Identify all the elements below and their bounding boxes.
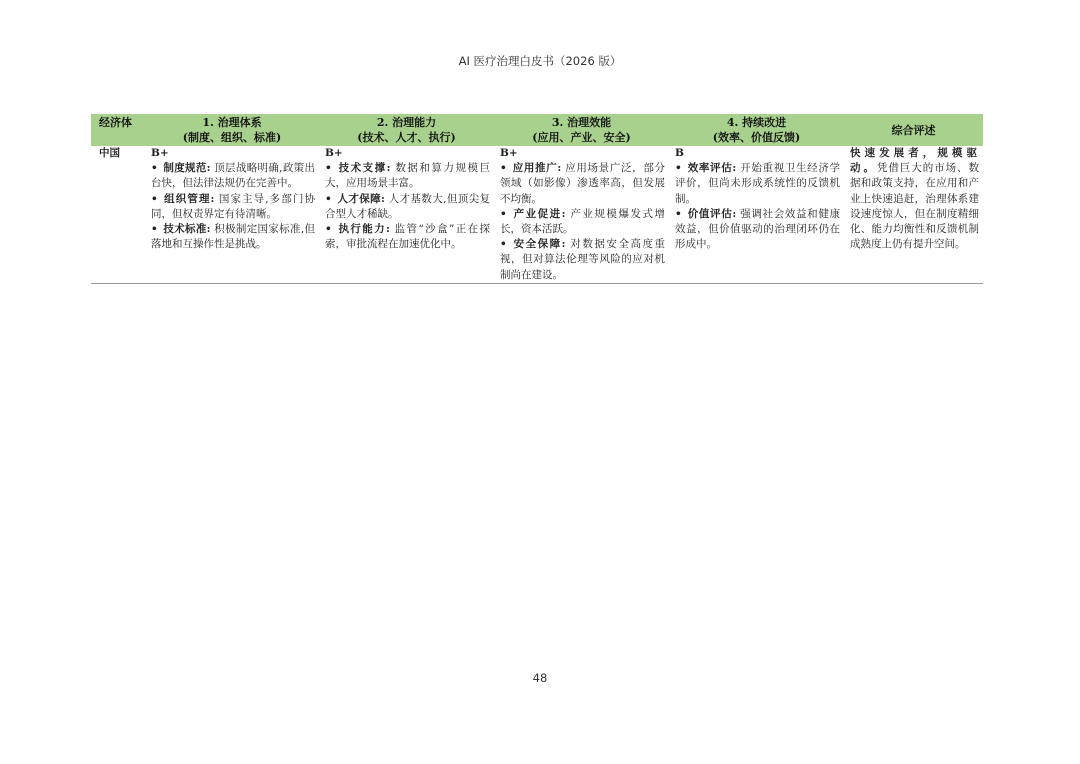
header-continuous-improvement-title: 4. 持续改进 [726,116,787,129]
list-item [325,161,490,191]
list-governance-system [151,161,315,252]
list-item [500,207,665,237]
cell-governance-capability [319,146,494,283]
summary-text: 凭借巨大的市场、数据和政策支持，在应用和产业上快速追赶，治理体系建设速度惊人，但在制度精细化、能力均衡性和反馈机制成熟度上仍有提升空间。 [850,162,980,251]
item-text: 积极制定国家标准,但落地和互操作性是挑战。 [151,223,315,251]
header-governance-capability-sub: (技术、人才、执行) [357,131,456,144]
cell-summary [844,146,983,283]
bullet-marker: • [151,223,158,236]
list-governance-effectiveness [500,161,665,283]
item-text: 国家主导,多部门协同，但权责界定有待清晰。 [151,192,315,220]
table-header-row [91,114,983,146]
item-text: 产业规模爆发式增长，资本活跃。 [500,207,665,236]
bullet-marker: • [500,162,507,175]
list-governance-capability [325,161,490,252]
header-governance-system [145,114,319,146]
item-text: 数据和算力规模巨大，应用场景丰富。 [325,162,490,190]
cell-governance-effectiveness [494,146,669,283]
header-governance-effectiveness-sub: (应用、产业、安全) [532,131,631,144]
item-term: 产业促进: [513,207,566,220]
bullet-marker: • [675,207,682,220]
bullet-marker: • [151,162,158,175]
list-item [151,222,315,252]
grade-governance-effectiveness: B+ [500,147,518,159]
bullet-marker: • [675,162,682,175]
page-number: 48 [532,671,548,685]
item-text: 监管“沙盒”正在探索，审批流程在加速优化中。 [325,223,490,251]
list-item [325,192,490,222]
bullet-marker: • [325,223,332,236]
list-continuous-improvement [675,161,840,252]
list-item [500,161,665,207]
item-text: 人才基数大,但顶尖复合型人才稀缺。 [325,192,490,220]
bullet-marker: • [500,238,507,251]
item-term: 效率评估: [687,162,737,175]
list-item [500,237,665,283]
header-continuous-improvement-sub: (效率、价值反馈) [712,131,801,144]
header-governance-capability [319,114,494,146]
grade-continuous-improvement: B [675,147,684,159]
bullet-marker: • [151,192,158,205]
bullet-marker: • [325,162,332,175]
header-summary: 综合评述 [844,114,983,146]
item-term: 安全保障: [513,238,566,251]
cell-continuous-improvement [669,146,844,283]
list-item [325,222,490,252]
page-header-title: AI 医疗治理白皮书（2026 版） [458,54,622,68]
item-term: 应用推广: [512,162,562,175]
bullet-marker: • [500,207,507,220]
header-economy: 经济体 [91,114,145,146]
list-item [151,192,315,222]
header-governance-capability-title: 2. 治理能力 [376,116,437,129]
item-text: 开始重视卫生经济学评价，但尚未形成系统性的反馈机制。 [675,162,840,205]
item-term: 制度规范: [163,162,211,175]
grade-governance-capability: B+ [325,147,343,159]
list-item [675,161,840,207]
header-governance-system-title: 1. 治理体系 [202,116,262,129]
item-term: 技术标准: [163,223,211,236]
list-item [151,161,315,191]
header-governance-effectiveness-title: 3. 治理效能 [551,116,612,129]
grade-governance-system: B+ [151,147,169,159]
item-term: 人才保障: [337,192,385,205]
list-item [675,207,840,253]
cell-governance-system [145,146,319,283]
item-text: 顶层战略明确,政策出台快，但法律法规仍在完善中。 [151,162,315,190]
item-term: 执行能力: [338,223,390,236]
governance-evaluation-table [91,114,983,284]
bullet-marker: • [325,192,332,205]
item-term: 价值评估: [687,207,737,220]
header-governance-system-sub: (制度、组织、标准) [182,131,282,144]
cell-economy: 中国 [99,147,120,159]
table-row [91,146,983,283]
item-term: 组织管理: [164,192,215,205]
item-text: 强调社会效益和健康效益，但价值驱动的治理闭环仍在形成中。 [675,207,840,251]
item-text: 对数据安全高度重视，但对算法伦理等风险的应对机制尚在建设。 [500,238,665,281]
summary-lead: 快速发展者，规模驱动。 [850,147,979,175]
item-term: 技术支撑: [338,162,391,175]
header-governance-effectiveness [494,114,669,146]
item-text: 应用场景广泛，部分领域（如影像）渗透率高，但发展不均衡。 [500,162,665,205]
header-continuous-improvement [669,114,844,146]
